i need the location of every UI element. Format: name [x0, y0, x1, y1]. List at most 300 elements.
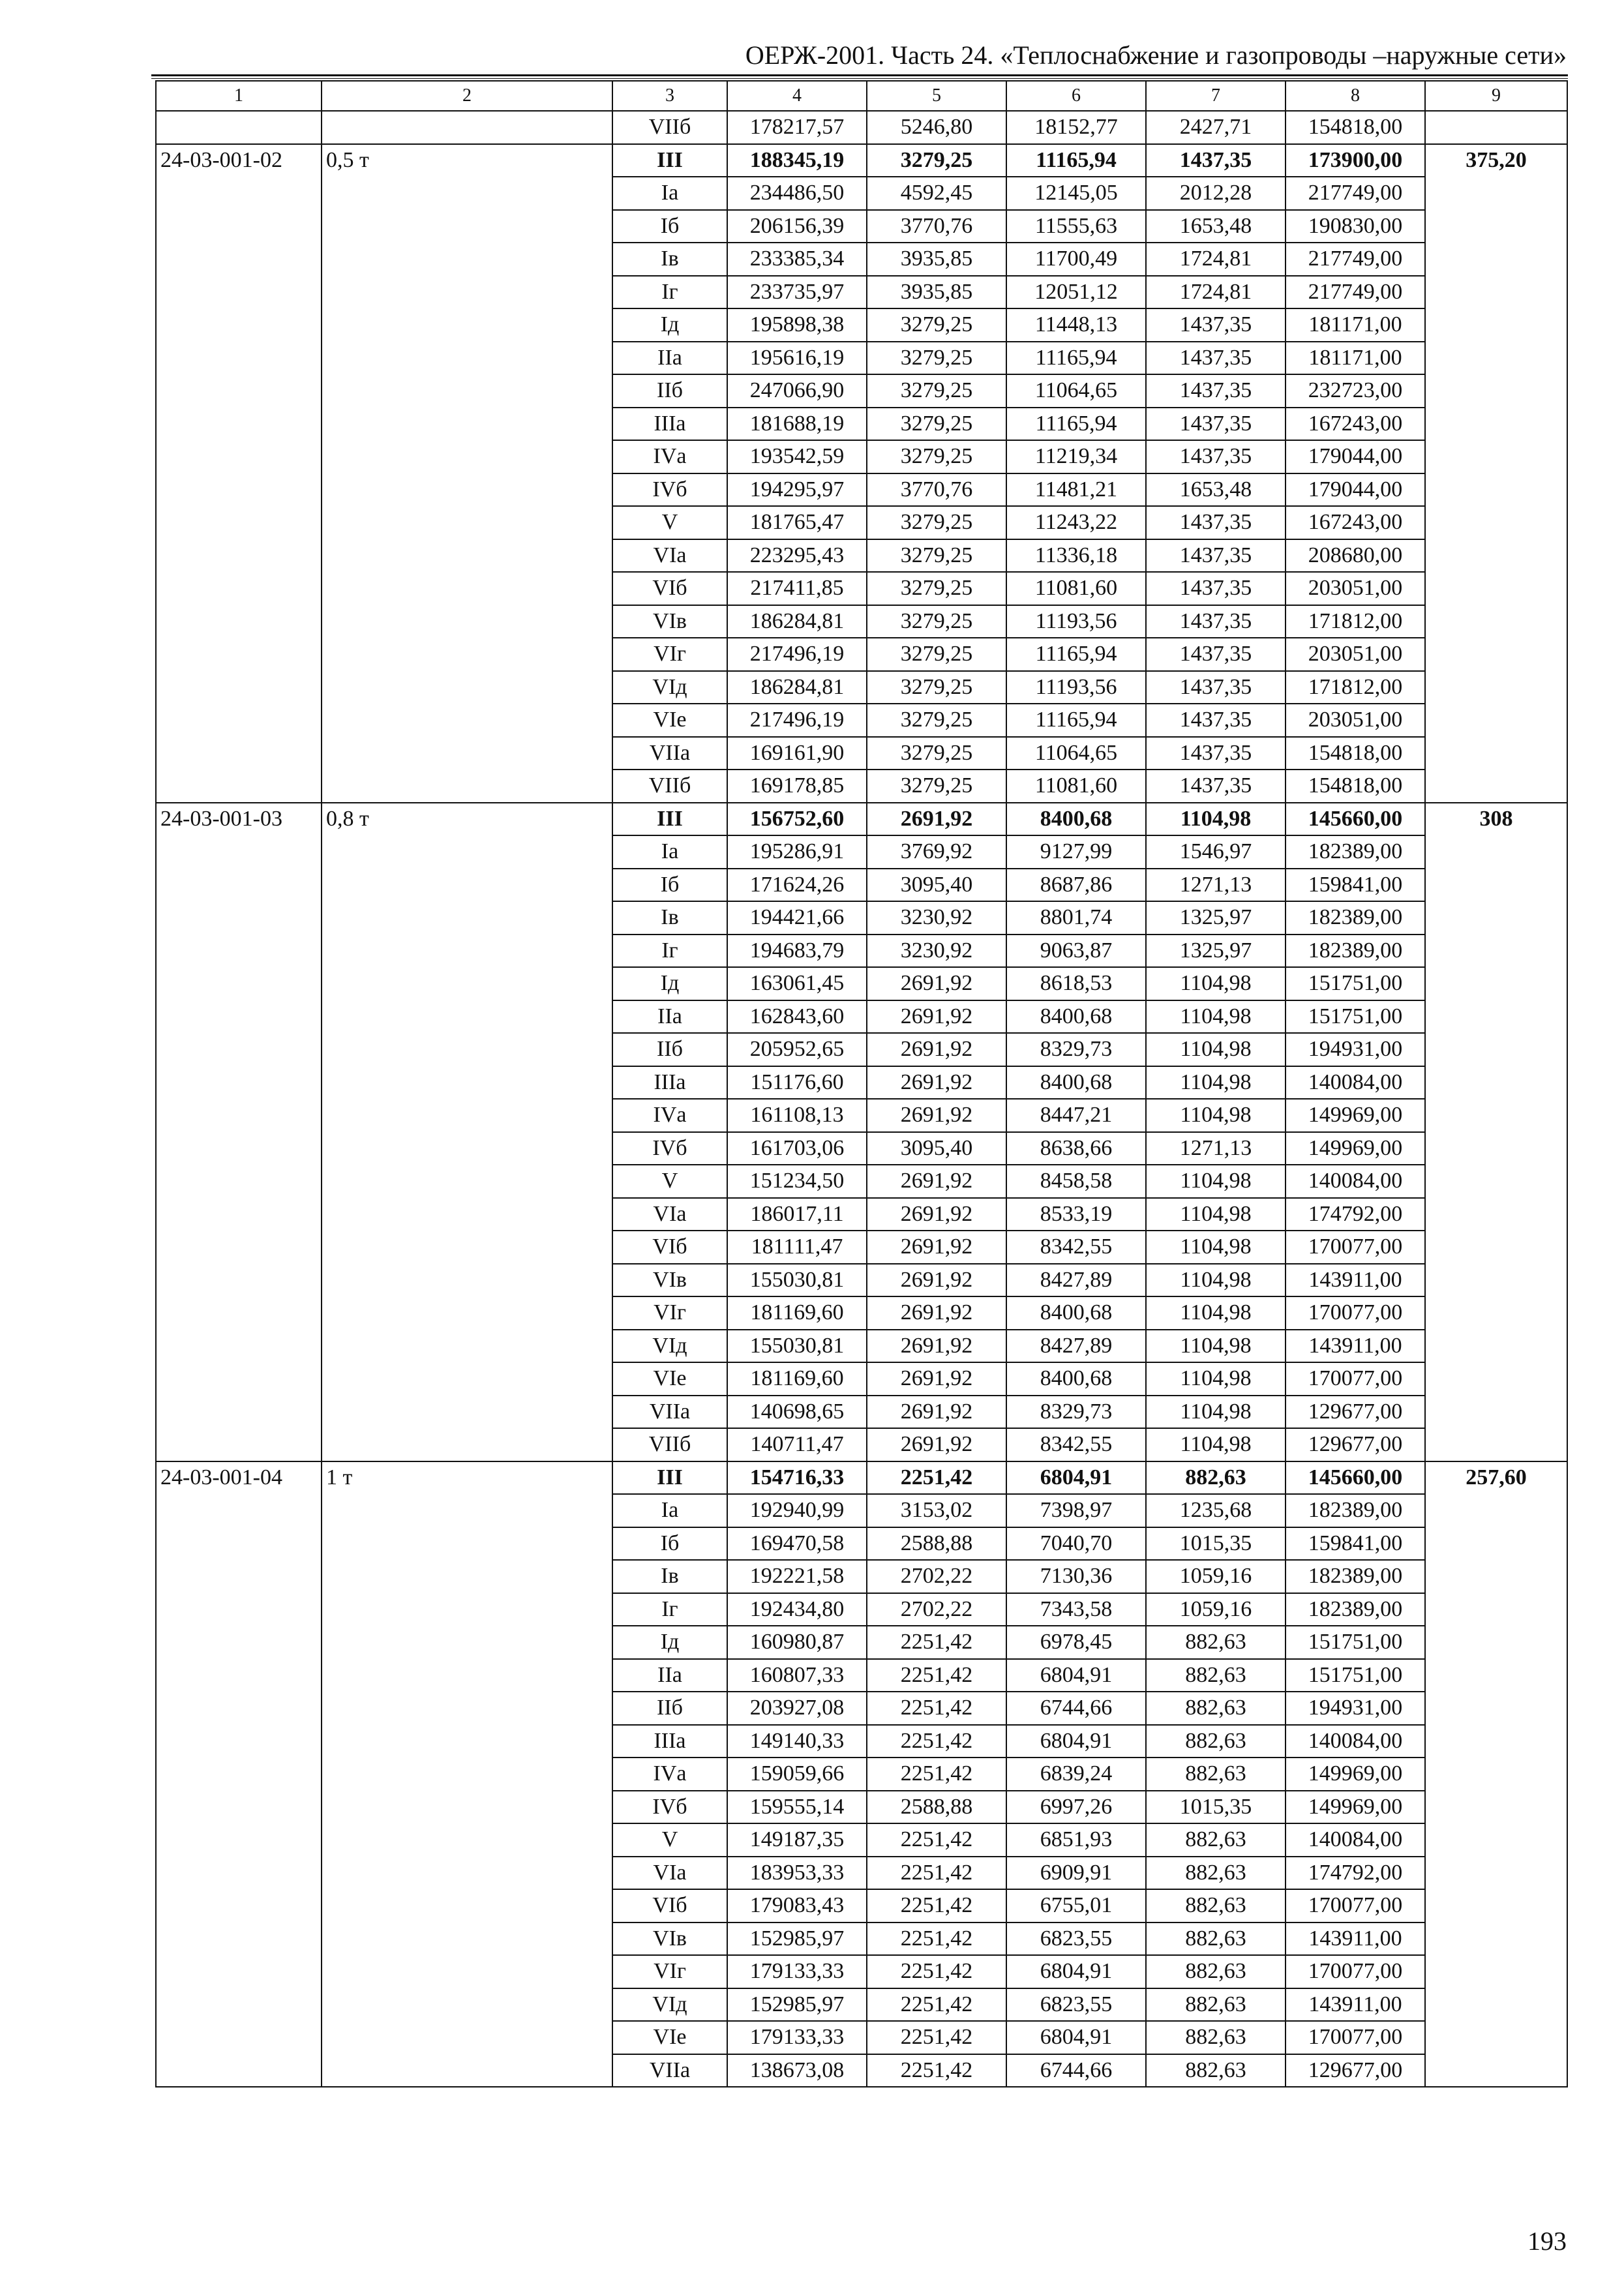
zone-cell: Iд [612, 308, 727, 342]
name-cell [322, 111, 612, 144]
zone-cell: VIIб [612, 111, 727, 144]
value-cell: 2691,92 [867, 1000, 1006, 1034]
value-cell: 11064,65 [1006, 737, 1146, 770]
col9-cell: 257,60 [1425, 1461, 1567, 2087]
value-cell: 149969,00 [1286, 1132, 1425, 1165]
value-cell: 170077,00 [1286, 1955, 1425, 1988]
value-cell: 9127,99 [1006, 835, 1146, 869]
value-cell: 3279,25 [867, 605, 1006, 638]
value-cell: 1104,98 [1146, 967, 1286, 1000]
zone-cell: VIIб [612, 770, 727, 803]
col9-cell: 375,20 [1425, 144, 1567, 803]
value-cell: 2251,42 [867, 1889, 1006, 1922]
value-cell: 140084,00 [1286, 1823, 1425, 1857]
value-cell: 159555,14 [727, 1791, 867, 1824]
zone-cell: VIа [612, 539, 727, 573]
value-cell: 159059,66 [727, 1758, 867, 1791]
value-cell: 2691,92 [867, 1099, 1006, 1132]
value-cell: 1104,98 [1146, 1296, 1286, 1330]
value-cell: 11243,22 [1006, 506, 1146, 539]
value-cell: 193542,59 [727, 440, 867, 473]
value-cell: 2691,92 [867, 1428, 1006, 1461]
value-cell: 1437,35 [1146, 704, 1286, 737]
zone-cell: VIб [612, 1889, 727, 1922]
zone-cell: VIв [612, 1922, 727, 1956]
value-cell: 8400,68 [1006, 1000, 1146, 1034]
value-cell: 7398,97 [1006, 1494, 1146, 1527]
value-cell: 181688,19 [727, 408, 867, 441]
zone-cell: Iг [612, 276, 727, 309]
value-cell: 171812,00 [1286, 605, 1425, 638]
zone-cell: Iв [612, 243, 727, 276]
value-cell: 2702,22 [867, 1560, 1006, 1593]
zone-cell: VIIа [612, 1396, 727, 1429]
value-cell: 156752,60 [727, 803, 867, 836]
value-cell: 882,63 [1146, 1889, 1286, 1922]
value-cell: 6997,26 [1006, 1791, 1146, 1824]
value-cell: 140084,00 [1286, 1725, 1425, 1758]
value-cell: 182389,00 [1286, 1494, 1425, 1527]
value-cell: 1015,35 [1146, 1791, 1286, 1824]
value-cell: 217496,19 [727, 704, 867, 737]
value-cell: 182389,00 [1286, 901, 1425, 935]
zone-cell: Iд [612, 967, 727, 1000]
zone-cell: IIб [612, 1033, 727, 1066]
value-cell: 234486,50 [727, 177, 867, 210]
value-cell: 11336,18 [1006, 539, 1146, 573]
value-cell: 1546,97 [1146, 835, 1286, 869]
zone-cell: VIб [612, 1231, 727, 1264]
value-cell: 151176,60 [727, 1066, 867, 1100]
code-cell: 24-03-001-04 [156, 1461, 322, 2087]
value-cell: 179044,00 [1286, 473, 1425, 507]
zone-cell: III [612, 1461, 727, 1495]
value-cell: 169161,90 [727, 737, 867, 770]
value-cell: 217411,85 [727, 572, 867, 605]
value-cell: 12051,12 [1006, 276, 1146, 309]
value-cell: 882,63 [1146, 1725, 1286, 1758]
value-cell: 11165,94 [1006, 638, 1146, 671]
zone-cell: VIд [612, 1988, 727, 2022]
value-cell: 1437,35 [1146, 144, 1286, 177]
value-cell: 129677,00 [1286, 1428, 1425, 1461]
value-cell: 223295,43 [727, 539, 867, 573]
value-cell: 2691,92 [867, 1396, 1006, 1429]
value-cell: 3279,25 [867, 144, 1006, 177]
value-cell: 170077,00 [1286, 1231, 1425, 1264]
value-cell: 188345,19 [727, 144, 867, 177]
value-cell: 181111,47 [727, 1231, 867, 1264]
value-cell: 1104,98 [1146, 1198, 1286, 1231]
value-cell: 2012,28 [1146, 177, 1286, 210]
value-cell: 138673,08 [727, 2054, 867, 2087]
value-cell: 11193,56 [1006, 671, 1146, 704]
value-cell: 882,63 [1146, 1758, 1286, 1791]
value-cell: 205952,65 [727, 1033, 867, 1066]
value-cell: 173900,00 [1286, 144, 1425, 177]
value-cell: 195286,91 [727, 835, 867, 869]
value-cell: 8342,55 [1006, 1428, 1146, 1461]
code-cell [156, 111, 322, 144]
zone-cell: Iг [612, 1593, 727, 1626]
value-cell: 2691,92 [867, 1296, 1006, 1330]
value-cell: 151751,00 [1286, 1000, 1425, 1034]
value-cell: 1104,98 [1146, 1066, 1286, 1100]
value-cell: 194421,66 [727, 901, 867, 935]
value-cell: 1724,81 [1146, 276, 1286, 309]
value-cell: 3279,25 [867, 737, 1006, 770]
zone-cell: Iа [612, 835, 727, 869]
value-cell: 160980,87 [727, 1626, 867, 1659]
value-cell: 194931,00 [1286, 1033, 1425, 1066]
zone-cell: IVа [612, 1758, 727, 1791]
zone-cell: IVб [612, 1132, 727, 1165]
value-cell: 3279,25 [867, 408, 1006, 441]
value-cell: 169178,85 [727, 770, 867, 803]
value-cell: 1104,98 [1146, 1428, 1286, 1461]
value-cell: 3279,25 [867, 308, 1006, 342]
value-cell: 159841,00 [1286, 1527, 1425, 1561]
value-cell: 882,63 [1146, 1461, 1286, 1495]
value-cell: 11165,94 [1006, 342, 1146, 375]
value-cell: 151751,00 [1286, 1659, 1425, 1692]
zone-cell: V [612, 1823, 727, 1857]
value-cell: 170077,00 [1286, 1296, 1425, 1330]
value-cell: 181765,47 [727, 506, 867, 539]
zone-cell: IIа [612, 1000, 727, 1034]
value-cell: 882,63 [1146, 1955, 1286, 1988]
header-rule-thick [151, 74, 1568, 76]
value-cell: 6823,55 [1006, 1922, 1146, 1956]
zone-cell: IIа [612, 1659, 727, 1692]
value-cell: 1437,35 [1146, 342, 1286, 375]
value-cell: 8329,73 [1006, 1396, 1146, 1429]
column-number: 7 [1146, 81, 1286, 111]
value-cell: 174792,00 [1286, 1857, 1425, 1890]
page-header [151, 38, 1568, 77]
value-cell: 3230,92 [867, 901, 1006, 935]
value-cell: 186017,11 [727, 1198, 867, 1231]
table-row [156, 111, 1567, 144]
value-cell: 3935,85 [867, 276, 1006, 309]
value-cell: 2691,92 [867, 1033, 1006, 1066]
value-cell: 882,63 [1146, 2021, 1286, 2054]
value-cell: 9063,87 [1006, 935, 1146, 968]
zone-cell: Iб [612, 210, 727, 243]
column-number: 9 [1425, 81, 1567, 111]
value-cell: 2251,42 [867, 2021, 1006, 2054]
column-number: 2 [322, 81, 612, 111]
value-cell: 181171,00 [1286, 308, 1425, 342]
zone-cell: IVб [612, 473, 727, 507]
value-cell: 167243,00 [1286, 506, 1425, 539]
zone-cell: Iг [612, 935, 727, 968]
value-cell: 6839,24 [1006, 1758, 1146, 1791]
value-cell: 194683,79 [727, 935, 867, 968]
zone-cell: VIе [612, 1362, 727, 1396]
value-cell: 1437,35 [1146, 308, 1286, 342]
value-cell: 206156,39 [727, 210, 867, 243]
value-cell: 2251,42 [867, 1758, 1006, 1791]
zone-cell: VIIа [612, 737, 727, 770]
value-cell: 152985,97 [727, 1988, 867, 2022]
value-cell: 3769,92 [867, 835, 1006, 869]
value-cell: 8687,86 [1006, 869, 1146, 902]
value-cell: 149969,00 [1286, 1099, 1425, 1132]
value-cell: 247066,90 [727, 374, 867, 408]
value-cell: 2691,92 [867, 1066, 1006, 1100]
value-cell: 181171,00 [1286, 342, 1425, 375]
value-cell: 1104,98 [1146, 1033, 1286, 1066]
value-cell: 129677,00 [1286, 1396, 1425, 1429]
value-cell: 2251,42 [867, 1461, 1006, 1495]
value-cell: 186284,81 [727, 605, 867, 638]
value-cell: 151751,00 [1286, 1626, 1425, 1659]
value-cell: 203051,00 [1286, 572, 1425, 605]
value-cell: 232723,00 [1286, 374, 1425, 408]
value-cell: 3153,02 [867, 1494, 1006, 1527]
value-cell: 149187,35 [727, 1823, 867, 1857]
page-number: 193 [1527, 2226, 1567, 2256]
value-cell: 162843,60 [727, 1000, 867, 1034]
value-cell: 1437,35 [1146, 737, 1286, 770]
value-cell: 178217,57 [727, 111, 867, 144]
value-cell: 882,63 [1146, 1626, 1286, 1659]
value-cell: 2691,92 [867, 1362, 1006, 1396]
value-cell: 882,63 [1146, 1988, 1286, 2022]
value-cell: 1059,16 [1146, 1593, 1286, 1626]
group-header-row [156, 144, 1567, 177]
value-cell: 3935,85 [867, 243, 1006, 276]
zone-cell: IIб [612, 374, 727, 408]
value-cell: 182389,00 [1286, 1593, 1425, 1626]
value-cell: 3095,40 [867, 1132, 1006, 1165]
value-cell: 1015,35 [1146, 1527, 1286, 1561]
value-cell: 203051,00 [1286, 704, 1425, 737]
value-cell: 195616,19 [727, 342, 867, 375]
value-cell: 179083,43 [727, 1889, 867, 1922]
value-cell: 161108,13 [727, 1099, 867, 1132]
value-cell: 154818,00 [1286, 770, 1425, 803]
value-cell: 3279,25 [867, 374, 1006, 408]
value-cell: 6755,01 [1006, 1889, 1146, 1922]
value-cell: 8458,58 [1006, 1165, 1146, 1198]
value-cell: 167243,00 [1286, 408, 1425, 441]
value-cell: 3095,40 [867, 869, 1006, 902]
value-cell: 192940,99 [727, 1494, 867, 1527]
value-cell: 3279,25 [867, 440, 1006, 473]
value-cell: 8342,55 [1006, 1231, 1146, 1264]
column-number: 5 [867, 81, 1006, 111]
zone-cell: VIд [612, 671, 727, 704]
zone-cell: IIIа [612, 408, 727, 441]
value-cell: 149969,00 [1286, 1758, 1425, 1791]
value-cell: 129677,00 [1286, 2054, 1425, 2087]
name-cell: 0,8 т [322, 803, 612, 1461]
value-cell: 882,63 [1146, 1659, 1286, 1692]
zone-cell: IIб [612, 1692, 727, 1725]
zone-cell: VIг [612, 1296, 727, 1330]
group-header-row [156, 1461, 1567, 1495]
value-cell: 233385,34 [727, 243, 867, 276]
zone-cell: Iв [612, 1560, 727, 1593]
value-cell: 2702,22 [867, 1593, 1006, 1626]
value-cell: 2691,92 [867, 803, 1006, 836]
value-cell: 203927,08 [727, 1692, 867, 1725]
value-cell: 882,63 [1146, 1823, 1286, 1857]
zone-cell: VIIа [612, 2054, 727, 2087]
value-cell: 2251,42 [867, 2054, 1006, 2087]
value-cell: 2588,88 [867, 1791, 1006, 1824]
column-number: 8 [1286, 81, 1425, 111]
value-cell: 1059,16 [1146, 1560, 1286, 1593]
value-cell: 143911,00 [1286, 1922, 1425, 1956]
value-cell: 145660,00 [1286, 803, 1425, 836]
value-cell: 1437,35 [1146, 770, 1286, 803]
value-cell: 203051,00 [1286, 638, 1425, 671]
column-number: 6 [1006, 81, 1146, 111]
column-number: 1 [156, 81, 322, 111]
value-cell: 170077,00 [1286, 1889, 1425, 1922]
value-cell: 183953,33 [727, 1857, 867, 1890]
zone-cell: Iб [612, 869, 727, 902]
value-cell: 181169,60 [727, 1296, 867, 1330]
value-cell: 217749,00 [1286, 276, 1425, 309]
value-cell: 2691,92 [867, 967, 1006, 1000]
col9-cell [1425, 111, 1567, 144]
value-cell: 140711,47 [727, 1428, 867, 1461]
zone-cell: Iд [612, 1626, 727, 1659]
value-cell: 12145,05 [1006, 177, 1146, 210]
value-cell: 190830,00 [1286, 210, 1425, 243]
value-cell: 1653,48 [1146, 473, 1286, 507]
zone-cell: IVа [612, 440, 727, 473]
value-cell: 1325,97 [1146, 935, 1286, 968]
zone-cell: IIа [612, 342, 727, 375]
zone-cell: VIг [612, 1955, 727, 1988]
value-cell: 4592,45 [867, 177, 1006, 210]
value-cell: 1437,35 [1146, 539, 1286, 573]
value-cell: 169470,58 [727, 1527, 867, 1561]
name-cell: 1 т [322, 1461, 612, 2087]
zone-cell: VIв [612, 1264, 727, 1297]
value-cell: 8801,74 [1006, 901, 1146, 935]
value-cell: 145660,00 [1286, 1461, 1425, 1495]
zone-cell: VIд [612, 1330, 727, 1363]
value-cell: 1104,98 [1146, 1231, 1286, 1264]
value-cell: 3279,25 [867, 506, 1006, 539]
value-cell: 1104,98 [1146, 1362, 1286, 1396]
value-cell: 2251,42 [867, 1955, 1006, 1988]
value-cell: 8638,66 [1006, 1132, 1146, 1165]
value-cell: 6804,91 [1006, 1461, 1146, 1495]
name-cell: 0,5 т [322, 144, 612, 803]
value-cell: 179044,00 [1286, 440, 1425, 473]
value-cell: 149140,33 [727, 1725, 867, 1758]
value-cell: 1437,35 [1146, 408, 1286, 441]
value-cell: 882,63 [1146, 1857, 1286, 1890]
value-cell: 171812,00 [1286, 671, 1425, 704]
value-cell: 143911,00 [1286, 1330, 1425, 1363]
value-cell: 182389,00 [1286, 835, 1425, 869]
value-cell: 1437,35 [1146, 440, 1286, 473]
value-cell: 154716,33 [727, 1461, 867, 1495]
value-cell: 1653,48 [1146, 210, 1286, 243]
value-cell: 2251,42 [867, 1823, 1006, 1857]
zone-cell: VIб [612, 572, 727, 605]
value-cell: 163061,45 [727, 967, 867, 1000]
value-cell: 194931,00 [1286, 1692, 1425, 1725]
value-cell: 194295,97 [727, 473, 867, 507]
value-cell: 11448,13 [1006, 308, 1146, 342]
value-cell: 233735,97 [727, 276, 867, 309]
value-cell: 160807,33 [727, 1659, 867, 1692]
value-cell: 8400,68 [1006, 1066, 1146, 1100]
value-cell: 2251,42 [867, 1692, 1006, 1725]
value-cell: 3279,25 [867, 704, 1006, 737]
zone-cell: III [612, 803, 727, 836]
zone-cell: Iа [612, 1494, 727, 1527]
value-cell: 2251,42 [867, 1988, 1006, 2022]
value-cell: 182389,00 [1286, 1560, 1425, 1593]
value-cell: 11193,56 [1006, 605, 1146, 638]
value-cell: 140084,00 [1286, 1165, 1425, 1198]
value-cell: 6744,66 [1006, 2054, 1146, 2087]
table-body [156, 81, 1567, 2087]
value-cell: 2588,88 [867, 1527, 1006, 1561]
value-cell: 8400,68 [1006, 803, 1146, 836]
value-cell: 8329,73 [1006, 1033, 1146, 1066]
zone-cell: Iа [612, 177, 727, 210]
value-cell: 2251,42 [867, 1922, 1006, 1956]
value-cell: 1437,35 [1146, 671, 1286, 704]
value-cell: 5246,80 [867, 111, 1006, 144]
code-cell: 24-03-001-03 [156, 803, 322, 1461]
value-cell: 18152,77 [1006, 111, 1146, 144]
value-cell: 3279,25 [867, 539, 1006, 573]
value-cell: 11064,65 [1006, 374, 1146, 408]
value-cell: 1724,81 [1146, 243, 1286, 276]
value-cell: 161703,06 [727, 1132, 867, 1165]
value-cell: 11555,63 [1006, 210, 1146, 243]
value-cell: 155030,81 [727, 1330, 867, 1363]
value-cell: 8400,68 [1006, 1362, 1146, 1396]
value-cell: 2691,92 [867, 1330, 1006, 1363]
column-number: 3 [612, 81, 727, 111]
value-cell: 7130,36 [1006, 1560, 1146, 1593]
value-cell: 8427,89 [1006, 1264, 1146, 1297]
value-cell: 7040,70 [1006, 1527, 1146, 1561]
value-cell: 152985,97 [727, 1922, 867, 1956]
zone-cell: IIIа [612, 1725, 727, 1758]
col9-cell: 308 [1425, 803, 1567, 1461]
column-number-row [156, 81, 1567, 111]
zone-cell: V [612, 506, 727, 539]
value-cell: 2251,42 [867, 1857, 1006, 1890]
value-cell: 186284,81 [727, 671, 867, 704]
value-cell: 11081,60 [1006, 770, 1146, 803]
value-cell: 2691,92 [867, 1198, 1006, 1231]
zone-cell: VIа [612, 1198, 727, 1231]
value-cell: 11219,34 [1006, 440, 1146, 473]
value-cell: 2691,92 [867, 1264, 1006, 1297]
value-cell: 192221,58 [727, 1560, 867, 1593]
value-cell: 6804,91 [1006, 1659, 1146, 1692]
zone-cell: Iв [612, 901, 727, 935]
value-cell: 179133,33 [727, 2021, 867, 2054]
value-cell: 11700,49 [1006, 243, 1146, 276]
value-cell: 154818,00 [1286, 111, 1425, 144]
